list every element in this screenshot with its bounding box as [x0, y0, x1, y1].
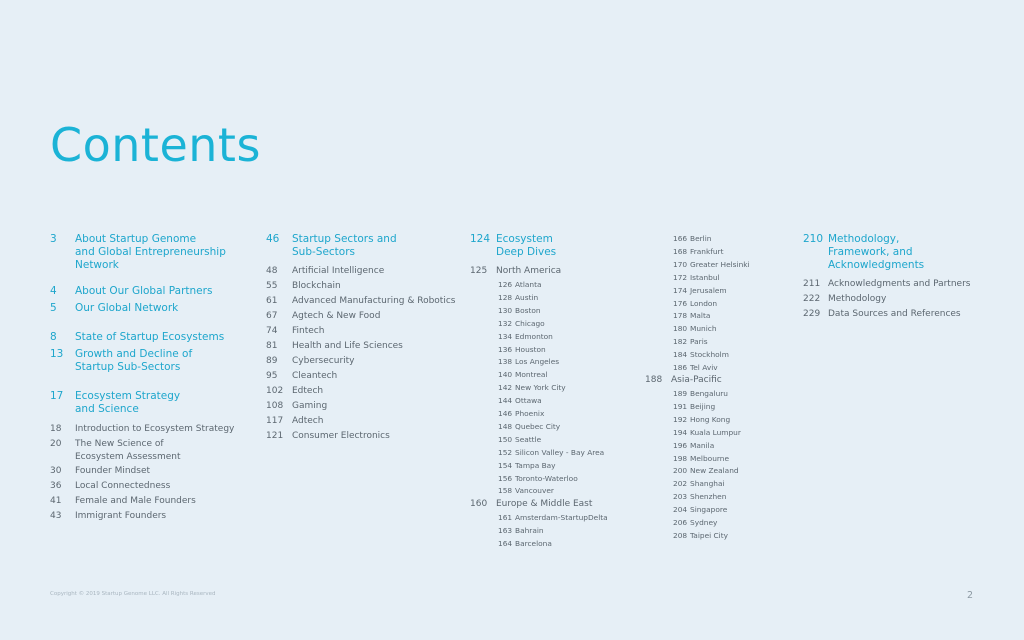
toc-entry-label: Vancouver	[515, 486, 554, 496]
toc-page-number: 196	[673, 440, 688, 450]
toc-page-number: 154	[498, 460, 513, 470]
toc-entry-label: Malta	[690, 311, 711, 321]
toc-entry-label: Los Angeles	[515, 357, 560, 367]
toc-entry-label: Houston	[515, 344, 546, 354]
toc-page-number: 184	[673, 350, 688, 360]
toc-page-number: 4	[50, 285, 57, 297]
toc-page-number: 125	[470, 266, 488, 276]
toc-entry-label: Fintech	[292, 326, 325, 336]
toc-entry-label: Cleantech	[292, 371, 338, 381]
toc-page-number: 20	[50, 439, 62, 449]
toc-entry-label: Jerusalem	[690, 285, 727, 295]
toc-page-number: 108	[266, 401, 284, 411]
toc-page-number: 152	[498, 447, 513, 457]
toc-entry-label: Edmonton	[515, 331, 553, 341]
toc-page-number: 206	[673, 518, 688, 527]
toc-page-number: 124	[470, 233, 491, 245]
toc-page-number: 67	[266, 311, 278, 321]
toc-entry-label: Taipei City	[690, 530, 728, 540]
toc-entry-label: State of Startup Ecosystems	[75, 331, 225, 343]
toc-entry-label: Manila	[690, 440, 715, 450]
toc-entry-label: Tampa Bay	[515, 460, 556, 470]
toc-entry-label: Our Global Network	[75, 302, 179, 314]
toc-page-number: 202	[673, 479, 688, 489]
toc-entry-label: Frankfurt	[690, 246, 724, 256]
toc-page-number: 160	[470, 499, 488, 509]
toc-entry-label: Founder Mindset	[75, 466, 151, 476]
toc-page-number: 210	[803, 233, 824, 245]
toc-entry-label: Shenzhen	[690, 492, 727, 502]
toc-entry-label: New York City	[515, 383, 566, 393]
toc-entry-label: Paris	[690, 337, 708, 347]
toc-entry-label: About Startup Genome and Global Entrepreneurship Network	[75, 233, 226, 271]
toc-entry-label: Montreal	[515, 370, 548, 380]
toc-page-number: 30	[50, 466, 62, 476]
toc-entry-label: Phoenix	[515, 409, 545, 418]
toc-page-number: 180	[673, 324, 688, 334]
toc-page-number: 81	[266, 341, 278, 351]
toc-page-number: 158	[498, 486, 513, 496]
toc-page-number: 41	[50, 496, 62, 506]
toc-entry-label: Local Connectedness	[75, 481, 171, 491]
toc-page-number: 13	[50, 348, 64, 360]
toc-page-number: 208	[673, 530, 688, 540]
toc-entry-label: Ottawa	[515, 396, 542, 406]
toc-page-number: 126	[498, 280, 513, 289]
toc-page-number: 170	[673, 259, 688, 269]
toc-page-number: 5	[50, 302, 57, 314]
toc-entry-label: Immigrant Founders	[75, 511, 167, 521]
toc-entry-label: Istanbul	[690, 272, 720, 282]
toc-page-number: 188	[645, 375, 663, 385]
toc-entry-label: Beijing	[690, 401, 716, 411]
toc-entry-label: Blockchain	[292, 281, 341, 291]
toc-entry-label: Bahrain	[515, 525, 544, 535]
toc-page-number: 189	[673, 389, 688, 398]
toc-entry-label: Austin	[515, 292, 539, 302]
toc-page-number: 156	[498, 473, 513, 483]
toc-page-number: 146	[498, 409, 513, 418]
toc-page-number: 55	[266, 281, 278, 291]
toc-entry-label: Melbourne	[690, 453, 730, 463]
toc-page-number: 164	[498, 538, 513, 548]
toc-page-number: 172	[673, 272, 688, 282]
toc-page-number: 204	[673, 505, 688, 515]
toc-page-number: 8	[50, 331, 57, 343]
toc-entry-label: Singapore	[690, 505, 728, 515]
toc-page-number: 191	[673, 401, 688, 411]
toc-entry-label: Asia-Pacific	[671, 375, 722, 385]
toc-entry-label: New Zealand	[690, 466, 739, 476]
toc-page-number: 229	[803, 309, 821, 319]
toc-entry-label: Chicago	[515, 318, 545, 328]
toc-page-number: 128	[498, 292, 513, 302]
toc-entry-label: Greater Helsinki	[690, 259, 750, 269]
toc-entry-label: North America	[496, 266, 562, 276]
toc-page-number: 140	[498, 370, 513, 380]
page-number: 2	[967, 590, 974, 601]
toc-page-number: 168	[673, 246, 688, 256]
toc-page-number: 182	[673, 337, 688, 347]
toc-entry-label: The New Science of Ecosystem Assessment	[75, 439, 181, 462]
toc-entry-label: Female and Male Founders	[75, 496, 196, 506]
toc-page-number: 192	[673, 414, 688, 424]
toc-page-number: 136	[498, 344, 513, 354]
toc-page-number: 117	[266, 416, 284, 426]
toc-page-number: 17	[50, 390, 64, 402]
toc-page-number: 132	[498, 318, 513, 328]
toc-page-number: 186	[673, 363, 688, 372]
toc-entry-label: Growth and Decline of Startup Sub-Sectors	[75, 348, 193, 373]
toc-entry-label: Bengaluru	[690, 389, 728, 398]
toc-entry-label: Methodology, Framework, and Acknowledgments	[828, 233, 925, 271]
toc-page-number: 74	[266, 326, 278, 336]
toc-entry-label: London	[690, 298, 718, 308]
toc-entry-label: Amsterdam-StartupDelta	[515, 513, 608, 522]
toc-entry-label: Toronto-Waterloo	[515, 473, 578, 483]
toc-page-number: 200	[673, 466, 688, 476]
toc-entry-label: Ecosystem Strategy and Science	[75, 390, 181, 415]
toc-page-number: 198	[673, 453, 688, 463]
toc-entry-label: Silicon Valley - Bay Area	[515, 447, 605, 457]
toc-page-number: 36	[50, 481, 62, 491]
toc-entry-label: Advanced Manufacturing & Robotics	[292, 296, 456, 306]
toc-page-number: 89	[266, 356, 278, 366]
toc-entry-label: Methodology	[828, 294, 887, 304]
toc-page-number: 43	[50, 511, 62, 521]
toc-entry-label: Shanghai	[690, 479, 725, 489]
toc-page-number: 130	[498, 305, 513, 315]
toc-page-number: 61	[266, 296, 278, 306]
toc-page-number: 174	[673, 285, 688, 295]
toc-page-number: 102	[266, 386, 284, 396]
toc-page-number: 163	[498, 525, 513, 535]
toc-page-number: 18	[50, 424, 62, 434]
toc-page-number: 150	[498, 434, 513, 444]
toc-entry-label: Berlin	[690, 234, 712, 243]
toc-entry-label: Munich	[690, 324, 717, 334]
page-title: Contents	[50, 118, 261, 172]
toc-page-number: 48	[266, 266, 278, 276]
toc-page-number: 46	[266, 233, 280, 245]
toc-entry-label: Hong Kong	[690, 414, 731, 424]
toc-entry-label: Atlanta	[515, 280, 542, 289]
toc-page-number: 144	[498, 396, 513, 406]
toc-page-number: 3	[50, 233, 57, 245]
toc-entry-label: Adtech	[292, 416, 324, 426]
toc-page-number: 203	[673, 492, 688, 502]
toc-page-number: 222	[803, 294, 821, 304]
toc-page-number: 121	[266, 431, 284, 441]
toc-entry-label: Ecosystem Deep Dives	[496, 233, 557, 258]
toc-entry-label: Sydney	[690, 518, 718, 527]
toc-page-number: 176	[673, 298, 688, 308]
toc-entry-label: Introduction to Ecosystem Strategy	[75, 424, 235, 434]
toc-entry-label: Cybersecurity	[292, 356, 355, 366]
toc-page-number: 211	[803, 279, 821, 289]
toc-entry-label: Europe & Middle East	[496, 499, 593, 509]
toc-entry-label: Agtech & New Food	[292, 311, 381, 321]
toc-entry-label: About Our Global Partners	[75, 285, 213, 297]
toc-entry-label: Seattle	[515, 434, 542, 444]
copyright-footer: Copyright © 2019 Startup Genome LLC. All Rights Reserved	[50, 591, 216, 597]
toc-page-number: 166	[673, 234, 688, 243]
toc-entry-label: Stockholm	[690, 350, 729, 360]
toc-entry-label: Gaming	[292, 401, 328, 411]
toc-entry-label: Consumer Electronics	[292, 431, 390, 441]
toc-page-number: 161	[498, 513, 513, 522]
toc-page-number: 134	[498, 331, 513, 341]
toc-entry-label: Artificial Intelligence	[292, 266, 385, 276]
toc-entry-label: Barcelona	[515, 538, 552, 548]
toc-page-number: 194	[673, 427, 688, 437]
toc-entry-label: Edtech	[292, 386, 324, 396]
toc-entry-label: Boston	[515, 305, 541, 315]
toc-page-number: 142	[498, 383, 513, 393]
toc-entry-label: Tel Aviv	[690, 363, 718, 372]
toc-page-number: 148	[498, 421, 513, 431]
toc-page-number: 95	[266, 371, 278, 381]
toc-entry-label: Quebec City	[515, 421, 561, 431]
toc-entry-label: Startup Sectors and Sub-Sectors	[292, 233, 397, 258]
toc-page-number: 138	[498, 357, 513, 367]
toc-entry-label: Acknowledgments and Partners	[828, 279, 971, 289]
toc-entry-label: Health and Life Sciences	[292, 341, 403, 351]
toc-entry-label: Kuala Lumpur	[690, 427, 741, 437]
toc-page-number: 178	[673, 311, 688, 321]
toc-entry-label: Data Sources and References	[828, 309, 961, 319]
